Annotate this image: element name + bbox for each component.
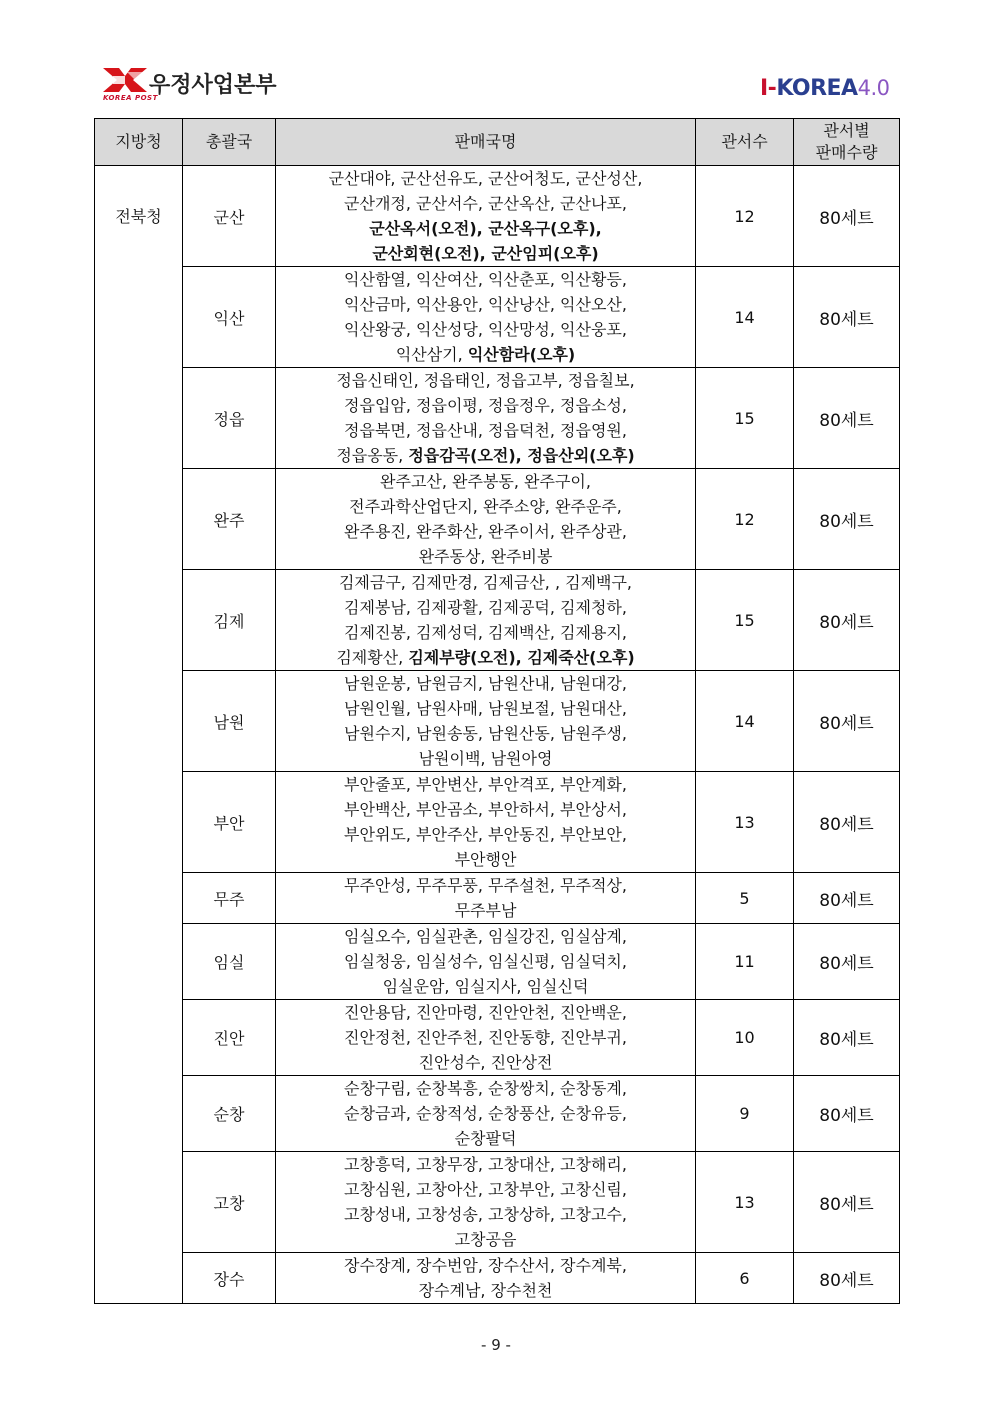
quantity-cell: 80세트 <box>794 368 900 469</box>
office-name-text: 순창구림, 순창복흥, 순창쌍치, 순창동계, <box>344 1079 627 1098</box>
office-names-line <box>280 1101 691 1126</box>
office-names-cell <box>276 368 696 469</box>
hub-office-cell: 완주 <box>183 469 276 570</box>
column-header-region: 지방청 <box>95 119 183 166</box>
office-name-text: 익산금마, 익산용안, 익산낭산, 익산오산, <box>344 295 627 314</box>
korea-post-emblem-icon <box>103 66 147 94</box>
office-names-line <box>280 1050 691 1075</box>
office-names-line <box>280 292 691 317</box>
office-names-cell <box>276 1253 696 1304</box>
office-names-line <box>280 721 691 746</box>
office-name-text: 고창흥덕, 고창무장, 고창대산, 고창해리, <box>344 1155 627 1174</box>
hub-office-cell: 임실 <box>183 924 276 1000</box>
office-name-text: 완주동상, 완주비봉 <box>418 547 553 566</box>
office-names-line <box>280 570 691 595</box>
quantity-cell: 80세트 <box>794 1253 900 1304</box>
office-names-line <box>280 317 691 342</box>
slogan-version: 4.0 <box>857 76 890 100</box>
office-names-line <box>280 494 691 519</box>
quantity-cell: 80세트 <box>794 671 900 772</box>
table-row <box>95 469 900 570</box>
office-count-cell: 15 <box>696 570 794 671</box>
office-names-line <box>280 847 691 872</box>
slogan-main: KOREA <box>776 76 858 101</box>
office-name-text: 익산삼기, <box>395 345 468 364</box>
office-name-text: 진안성수, 진안상전 <box>418 1053 553 1072</box>
office-name-text: 임실오수, 임실관촌, 임실강진, 임실삼계, <box>344 927 627 946</box>
hub-office-cell: 군산 <box>183 166 276 267</box>
office-names-line <box>280 1202 691 1227</box>
office-names-line <box>280 797 691 822</box>
office-name-text: 완주용진, 완주화산, 완주이서, 완주상관, <box>344 522 627 541</box>
office-names-cell <box>276 1000 696 1076</box>
office-count-cell: 12 <box>696 469 794 570</box>
quantity-cell: 80세트 <box>794 873 900 924</box>
office-names-line <box>280 620 691 645</box>
table-row <box>95 924 900 1000</box>
column-header-quantity <box>794 119 900 166</box>
office-names-line <box>280 595 691 620</box>
hub-office-cell: 부안 <box>183 772 276 873</box>
office-names-line <box>280 671 691 696</box>
quantity-cell: 80세트 <box>794 1076 900 1152</box>
office-names-line <box>280 974 691 999</box>
quantity-cell: 80세트 <box>794 267 900 368</box>
office-name-text: 고창심원, 고창아산, 고창부안, 고창신림, <box>344 1180 627 1199</box>
office-count-cell: 9 <box>696 1076 794 1152</box>
hub-office-cell: 익산 <box>183 267 276 368</box>
office-name-text: 전주과학산업단지, 완주소양, 완주운주, <box>349 497 622 516</box>
quantity-cell: 80세트 <box>794 166 900 267</box>
office-count-cell: 15 <box>696 368 794 469</box>
hub-office-cell: 장수 <box>183 1253 276 1304</box>
office-name-text: 남원수지, 남원송동, 남원산동, 남원주생, <box>344 724 627 743</box>
office-name-text: 김제봉남, 김제광활, 김제공덕, 김제청하, <box>344 598 627 617</box>
slogan-prefix: I- <box>760 76 777 101</box>
table-row <box>95 570 900 671</box>
office-names-line <box>280 1278 691 1303</box>
office-name-text: 장수장계, 장수번암, 장수산서, 장수계북, <box>344 1256 627 1275</box>
column-header-quantity-line: 관서별 <box>823 121 870 140</box>
office-name-text: 김제진봉, 김제성덕, 김제백산, 김제용지, <box>344 623 627 642</box>
office-name-text: 익산함열, 익산여산, 익산춘포, 익산황등, <box>344 270 627 289</box>
office-name-highlighted: 김제부량(오전), 김제죽산(오후) <box>408 648 635 667</box>
column-header-quantity-line: 판매수량 <box>815 143 878 162</box>
hub-office-cell: 고창 <box>183 1152 276 1253</box>
office-count-cell: 5 <box>696 873 794 924</box>
quantity-cell: 80세트 <box>794 772 900 873</box>
office-names-line <box>280 898 691 923</box>
office-name-text: 남원운봉, 남원금지, 남원산내, 남원대강, <box>344 674 627 693</box>
office-names-line <box>280 544 691 569</box>
office-name-text: 정읍옹동, <box>336 446 409 465</box>
office-names-cell <box>276 772 696 873</box>
office-names-line <box>280 949 691 974</box>
office-names-line <box>280 469 691 494</box>
table-row <box>95 772 900 873</box>
office-names-line <box>280 191 691 216</box>
office-count-cell: 12 <box>696 166 794 267</box>
hub-office-cell: 무주 <box>183 873 276 924</box>
office-name-text: 남원인월, 남원사매, 남원보절, 남원대산, <box>344 699 627 718</box>
org-name: 우정사업본부 <box>149 73 277 98</box>
office-names-cell <box>276 924 696 1000</box>
office-names-line <box>280 1227 691 1252</box>
office-names-line <box>280 924 691 949</box>
office-name-text: 고창성내, 고창성송, 고창상하, 고창고수, <box>344 1205 627 1224</box>
column-header-office-count: 관서수 <box>696 119 794 166</box>
table-row <box>95 671 900 772</box>
office-name-text: 진안용담, 진안마령, 진안안천, 진안백운, <box>344 1003 627 1022</box>
office-name-text: 임실운암, 임실지사, 임실신덕 <box>382 977 589 996</box>
office-names-line <box>280 393 691 418</box>
office-names-line <box>280 166 691 191</box>
office-name-text: 진안정천, 진안주천, 진안동향, 진안부귀, <box>344 1028 627 1047</box>
office-names-cell <box>276 469 696 570</box>
table-body <box>95 166 900 1304</box>
sales-office-table <box>94 118 900 1304</box>
office-names-line <box>280 772 691 797</box>
office-names-cell <box>276 1076 696 1152</box>
quantity-cell: 80세트 <box>794 1000 900 1076</box>
office-count-cell: 13 <box>696 1152 794 1253</box>
table-row <box>95 368 900 469</box>
office-names-line <box>280 645 691 670</box>
office-count-cell: 11 <box>696 924 794 1000</box>
office-names-line <box>280 368 691 393</box>
column-header-office-names: 판매국명 <box>276 119 696 166</box>
table-row <box>95 1076 900 1152</box>
office-names-line <box>280 696 691 721</box>
i-korea-logo <box>760 76 890 101</box>
hub-office-cell: 정읍 <box>183 368 276 469</box>
table-row <box>95 1253 900 1304</box>
office-name-text: 장수계남, 장수천천 <box>418 1281 553 1300</box>
office-count-cell: 14 <box>696 267 794 368</box>
quantity-cell: 80세트 <box>794 1152 900 1253</box>
office-name-text: 군산대야, 군산선유도, 군산어청도, 군산성산, <box>328 169 643 188</box>
office-names-line <box>280 1152 691 1177</box>
office-name-text: 군산개정, 군산서수, 군산옥산, 군산나포, <box>344 194 627 213</box>
hub-office-cell: 순창 <box>183 1076 276 1152</box>
office-name-text: 남원이백, 남원아영 <box>418 749 553 768</box>
korea-post-logo <box>103 66 293 106</box>
table-row <box>95 1152 900 1253</box>
region-cell: 전북청 <box>95 166 183 1304</box>
office-count-cell: 10 <box>696 1000 794 1076</box>
office-name-text: 부안줄포, 부안변산, 부안격포, 부안계화, <box>344 775 627 794</box>
office-names-line <box>280 267 691 292</box>
column-header-hub: 총괄국 <box>183 119 276 166</box>
quantity-cell: 80세트 <box>794 570 900 671</box>
office-names-line <box>280 746 691 771</box>
office-names-cell <box>276 671 696 772</box>
office-names-line <box>280 418 691 443</box>
quantity-cell: 80세트 <box>794 924 900 1000</box>
office-names-line <box>280 443 691 468</box>
office-names-line <box>280 519 691 544</box>
office-names-cell <box>276 166 696 267</box>
office-names-line <box>280 873 691 898</box>
office-name-text: 순창금과, 순창적성, 순창풍산, 순창유등, <box>344 1104 627 1123</box>
office-names-line <box>280 1025 691 1050</box>
table-row <box>95 267 900 368</box>
office-names-cell <box>276 873 696 924</box>
org-sub-name: KOREA POST <box>103 94 158 102</box>
office-name-text: 정읍북면, 정읍산내, 정읍덕천, 정읍영원, <box>344 421 627 440</box>
office-names-line <box>280 342 691 367</box>
office-name-text: 고창공음 <box>454 1230 517 1249</box>
office-name-text: 완주고산, 완주봉동, 완주구이, <box>380 472 591 491</box>
office-names-line <box>280 1076 691 1101</box>
office-name-text: 김제황산, <box>336 648 409 667</box>
office-names-line <box>280 1126 691 1151</box>
table-row <box>95 1000 900 1076</box>
office-name-text: 정읍입암, 정읍이평, 정읍정우, 정읍소성, <box>344 396 627 415</box>
office-name-text: 무주안성, 무주무풍, 무주설천, 무주적상, <box>344 876 627 895</box>
office-names-cell <box>276 570 696 671</box>
office-names-line <box>280 1177 691 1202</box>
office-name-highlighted: 익산함라(오후) <box>467 345 576 364</box>
office-name-text: 정읍신태인, 정읍태인, 정읍고부, 정읍칠보, <box>336 371 635 390</box>
office-names-cell <box>276 1152 696 1253</box>
table-row <box>95 166 900 267</box>
office-names-line <box>280 822 691 847</box>
office-name-text: 부안행안 <box>454 850 517 869</box>
office-name-text: 임실청웅, 임실성수, 임실신평, 임실덕치, <box>344 952 627 971</box>
hub-office-cell: 김제 <box>183 570 276 671</box>
office-count-cell: 14 <box>696 671 794 772</box>
table-row <box>95 873 900 924</box>
office-name-highlighted: 군산옥서(오전), 군산옥구(오후), <box>369 219 602 238</box>
office-names-line <box>280 1000 691 1025</box>
office-names-cell <box>276 267 696 368</box>
office-name-text: 김제금구, 김제만경, 김제금산, , 김제백구, <box>338 573 633 592</box>
office-name-text: 부안백산, 부안곰소, 부안하서, 부안상서, <box>344 800 627 819</box>
office-name-text: 부안위도, 부안주산, 부안동진, 부안보안, <box>344 825 627 844</box>
office-names-line <box>280 1253 691 1278</box>
page-number: - 9 - <box>481 1336 511 1354</box>
hub-office-cell: 남원 <box>183 671 276 772</box>
office-name-text: 순창팔덕 <box>454 1129 517 1148</box>
office-name-highlighted: 군산회현(오전), 군산임피(오후) <box>372 244 599 263</box>
quantity-cell: 80세트 <box>794 469 900 570</box>
office-count-cell: 6 <box>696 1253 794 1304</box>
office-name-text: 무주부남 <box>454 901 517 920</box>
office-names-line <box>280 241 691 266</box>
office-name-text: 익산왕궁, 익산성당, 익산망성, 익산웅포, <box>344 320 627 339</box>
hub-office-cell: 진안 <box>183 1000 276 1076</box>
table-header-row <box>95 119 900 166</box>
office-names-line <box>280 216 691 241</box>
office-count-cell: 13 <box>696 772 794 873</box>
office-name-highlighted: 정읍감곡(오전), 정읍산외(오후) <box>408 446 635 465</box>
page-header <box>0 0 992 112</box>
